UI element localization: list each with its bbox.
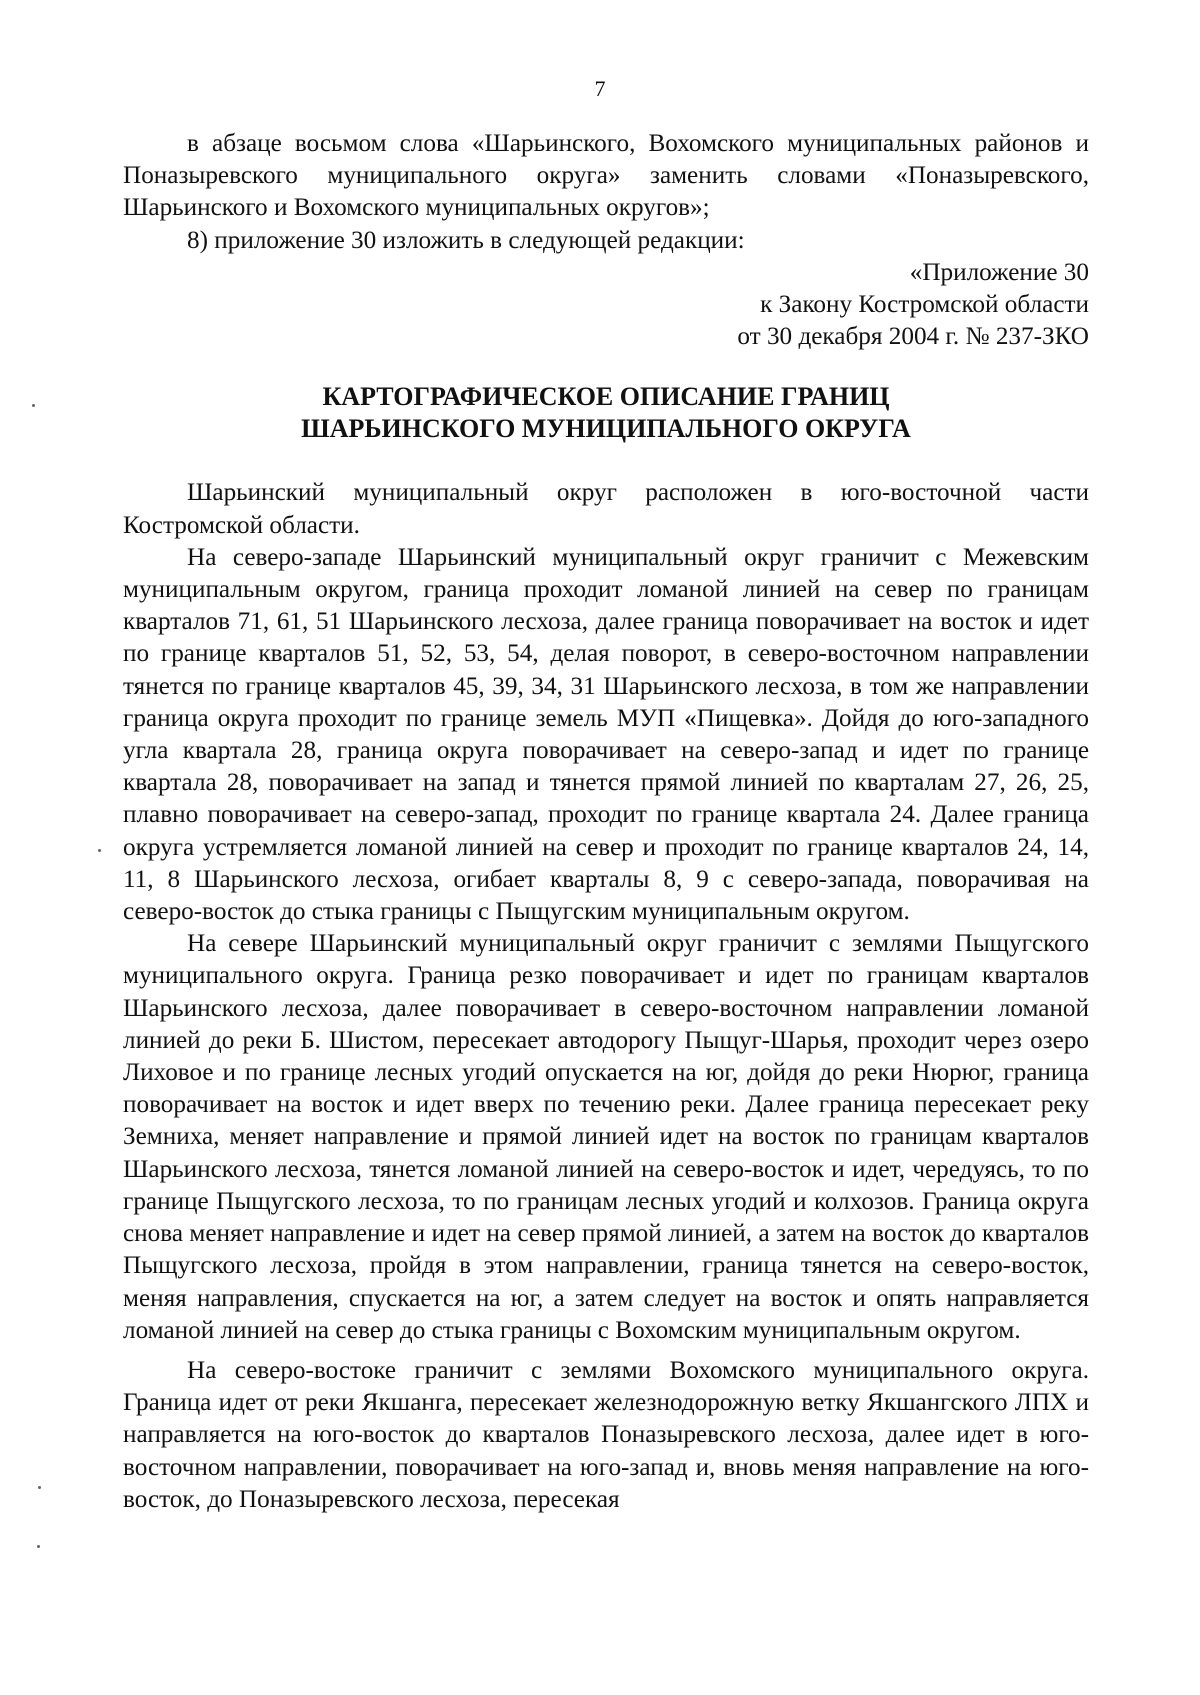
scan-speck bbox=[38, 1486, 41, 1489]
page-number: 7 bbox=[594, 76, 606, 101]
appendix-reference-line: от 30 декабря 2004 г. № 237-ЗКО bbox=[737, 323, 1089, 351]
paragraph-location: Шарьинский муниципальный округ расположен в юго-восточной части Костромской области. bbox=[123, 479, 1089, 539]
paragraph-northwest-border: На северо-западе Шарьинский муниципальный округ граничит с Межевским муниципальным округом, граница проходит ломаной линией на север по границам кварталов 71, 61, 51 Шарьинского лесхоза, далее граница поворачивает на восток и идет по границе кварталов 51, 52, 53, 54, делая поворот, в северо-восточном направлении тянется по границе кварталов 45, 39, 34, 31 Шарьинского лесхоза, в том же направлении граница округа проходит по границе земель МУП «Пищевка». Дойдя до юго-западного угла квартала 28, граница округа поворачивает на северо-запад и идет по границе квартала 28, поворачивает на запад и тянется прямой линией по кварталам 27, 26, 25, плавно поворачивает на северо-запад, проходит по границе квартала 24. Далее граница округа устремляется ломаной линией на север и проходит по границе кварталов 24, 14, 11, 8 Шарьинского лесхоза, огибает кварталы 8, 9 с северо-запада, поворачивая на северо-восток до стыка границы с Пыщугским муниципальным округом. bbox=[123, 543, 1089, 926]
appendix-reference bbox=[123, 257, 1089, 354]
document-title-line: ШАРЬИНСКОГО МУНИЦИПАЛЬНОГО ОКРУГА bbox=[301, 414, 911, 444]
document-title bbox=[123, 381, 1089, 445]
document-title-line: КАРТОГРАФИЧЕСКОЕ ОПИСАНИЕ ГРАНИЦ bbox=[322, 382, 890, 412]
appendix-reference-line: «Приложение 30 bbox=[909, 258, 1089, 286]
paragraph-amendment: в абзаце восьмом слова «Шарьинского, Вохомского муниципальных районов и Поназыревского муниципального округа» заменить словами «Поназыревского, Шарьинского и Вохомского муниципальных округов»; bbox=[123, 130, 1089, 222]
document-body bbox=[123, 128, 1089, 1516]
scan-speck bbox=[37, 1545, 40, 1548]
paragraph-north-border: На севере Шарьинский муниципальный округ граничит с землями Пыщугского муниципального округа. Граница резко поворачивает и идет по границам кварталов Шарьинского лесхоза, далее поворачивает в северо-восточном направлении ломаной линией до реки Б. Шистом, пересекает автодорогу Пыщуг-Шарья, проходит через озеро Лиховое и по границе лесных угодий опускается на юг, дойдя до реки Нюрюг, граница поворачивает на восток и идет вверх по течению реки. Далее граница пересекает реку Земниха, меняет направление и прямой линией идет на восток по границам кварталов Шарьинского лесхоза, тянется ломаной линией на северо-восток и идет, чередуясь, то по границе Пыщугского лесхоза, то по границам лесных угодий и колхозов. Граница округа снова меняет направление и идет на север прямой линией, а затем на восток до кварталов Пыщугского лесхоза, пройдя в этом направлении, граница тянется на северо-восток, меняя направления, спускается на юг, а затем следует на восток и опять направляется ломаной линией на север до стыка границы с Вохомским муниципальным округом. bbox=[123, 930, 1089, 1344]
paragraph-amendment-item-8: 8) приложение 30 изложить в следующей редакции: bbox=[187, 226, 745, 254]
paragraph-northeast-border: На северо-востоке граничит с землями Вохомского муниципального округа. Граница идет от реки Якшанга, пересекает железнодорожную ветку Якшангского ЛПХ и направляется на юго-восток до кварталов Поназыревского лесхоза, далее идет в юго-восточном направлении, поворачивает на юго-запад и, вновь меняя направление на юго-восток, до Поназыревского лесхоза, пересекая bbox=[123, 1356, 1089, 1513]
scan-speck bbox=[98, 849, 101, 852]
appendix-reference-line: к Закону Костромской области bbox=[760, 291, 1089, 319]
scan-speck bbox=[32, 404, 35, 407]
